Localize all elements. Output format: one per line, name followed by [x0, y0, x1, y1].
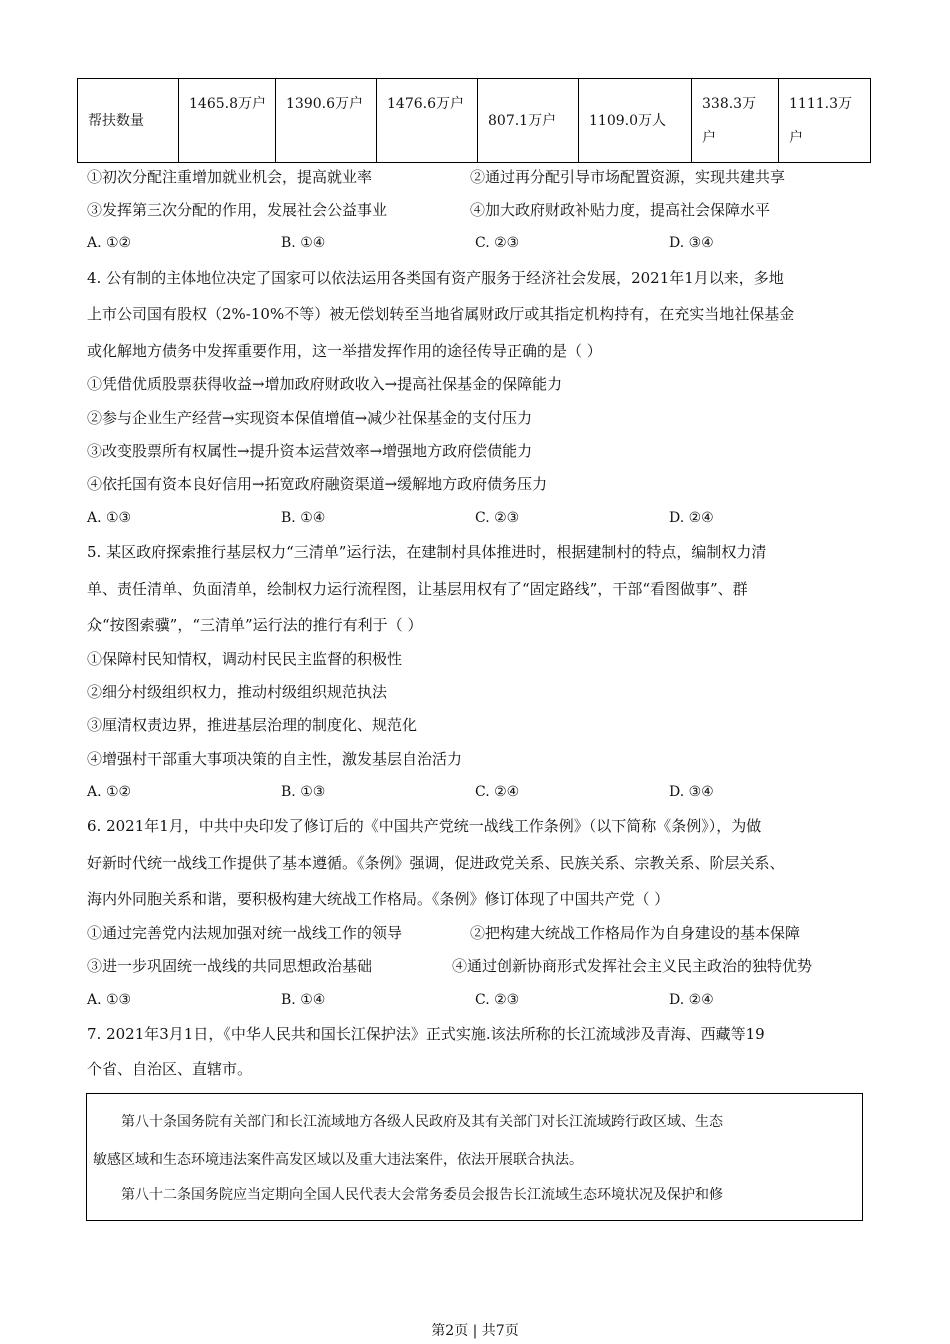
q5-statement-3: ③厘清权责边界，推进基层治理的制度化、规范化 — [87, 716, 418, 734]
q6-stem-line-3: 海内外同胞关系和谐，要积极构建大统战工作格局。《条例》修订体现了中国共产党（ ） — [87, 890, 670, 908]
q6-stem-line-2: 好新时代统一战线工作提供了基本遵循。《条例》强调，促进政党关系、民族关系、宗教关系、阶层关系、 — [87, 854, 785, 872]
law-excerpt-box — [86, 1093, 863, 1221]
q5-stem-line-2: 单、责任清单、负面清单，绘制权力运行流程图，让基层用权有了“固定路线”，干部“看图做事”、群 — [87, 580, 748, 598]
q4-statement-4: ④依托国有资本良好信用→拓宽政府融资渠道→缓解地方政府债务压力 — [87, 475, 548, 493]
q6-option-d[interactable]: D. ②④ — [669, 992, 714, 1008]
q5-option-a[interactable]: A. ①② — [87, 784, 132, 800]
q4-stem-line-2: 上市公司国有股权（2%-10%不等）被无偿划转至当地省属财政厅或其指定机构持有，在充实当地社保基金 — [87, 305, 795, 323]
aid-count-table — [77, 78, 871, 163]
page-footer: 第2页 | 共7页 — [431, 1323, 519, 1339]
q7-stem-line-2: 个省、自治区、直辖市。 — [87, 1060, 253, 1078]
q4-option-a[interactable]: A. ①③ — [87, 510, 132, 526]
q4-statement-3: ③改变股票所有权属性→提升资本运营效率→增强地方政府偿债能力 — [87, 442, 533, 460]
q4-stem-line-1: 4. 公有制的主体地位决定了国家可以依法运用各类国有资产服务于经济社会发展，2021年1月以来，多地 — [87, 269, 784, 287]
table-label-cell: 帮扶数量 — [78, 79, 179, 163]
table-cell: 1390.6万户 — [276, 79, 377, 163]
q3-option-a[interactable]: A. ①② — [87, 235, 132, 251]
q5-statement-4: ④增强村干部重大事项决策的自主性，激发基层自治活力 — [87, 750, 463, 768]
q6-option-b[interactable]: B. ①④ — [281, 992, 326, 1008]
q4-option-b[interactable]: B. ①④ — [281, 510, 326, 526]
q3-statement-1: ①初次分配注重增加就业机会，提高就业率 — [87, 168, 373, 186]
q3-option-b[interactable]: B. ①④ — [281, 235, 326, 251]
q6-statement-2: ②把构建大统战工作格局作为自身建设的基本保障 — [470, 924, 801, 942]
q6-statement-1: ①通过完善党内法规加强对统一战线工作的领导 — [87, 924, 403, 942]
q6-option-c[interactable]: C. ②③ — [475, 992, 520, 1008]
table-cell: 338.3万户 — [692, 79, 779, 163]
q3-option-c[interactable]: C. ②③ — [475, 235, 520, 251]
q5-option-d[interactable]: D. ③④ — [669, 784, 714, 800]
q4-stem-line-3: 或化解地方债务中发挥重要作用，这一举措发挥作用的途径传导正确的是（ ） — [87, 342, 602, 360]
q3-statement-4: ④加大政府财政补贴力度，提高社会保障水平 — [470, 201, 771, 219]
q6-stem-line-1: 6. 2021年1月，中共中央印发了修订后的《中国共产党统一战线工作条例》（以下简称《条例》），为做 — [87, 817, 762, 835]
table-cell: 1476.6万户 — [377, 79, 478, 163]
table-cell: 1109.0万人 — [579, 79, 692, 163]
law-article-82-line-1: 第八十二条国务院应当定期向全国人民代表大会常务委员会报告长江流域生态环境状况及保护和修 — [121, 1187, 723, 1203]
q4-option-c[interactable]: C. ②③ — [475, 510, 520, 526]
q3-statement-3: ③发挥第三次分配的作用，发展社会公益事业 — [87, 201, 388, 219]
q6-statement-3: ③进一步巩固统一战线的共同思想政治基础 — [87, 957, 373, 975]
q6-option-a[interactable]: A. ①③ — [87, 992, 132, 1008]
q5-statement-1: ①保障村民知情权，调动村民民主监督的积极性 — [87, 650, 403, 668]
q6-statement-4: ④通过创新协商形式发挥社会主义民主政治的独特优势 — [452, 957, 813, 975]
q4-statement-2: ②参与企业生产经营→实现资本保值增值→减少社保基金的支付压力 — [87, 409, 533, 427]
q3-statement-2: ②通过再分配引导市场配置资源，实现共建共享 — [470, 168, 786, 186]
q4-statement-1: ①凭借优质股票获得收益→增加政府财政收入→提高社保基金的保障能力 — [87, 375, 563, 393]
q5-stem-line-1: 5. 某区政府探索推行基层权力“三清单”运行法，在建制村具体推进时，根据建制村的特点，编制权力清 — [87, 543, 767, 561]
table-cell: 1111.3万户 — [779, 79, 871, 163]
q5-statement-2: ②细分村级组织权力，推动村级组织规范执法 — [87, 683, 388, 701]
q5-option-c[interactable]: C. ②④ — [475, 784, 520, 800]
law-article-80-line-2: 敏感区域和生态环境违法案件高发区域以及重大违法案件，依法开展联合执法。 — [93, 1152, 583, 1168]
table-cell: 807.1万户 — [478, 79, 579, 163]
q7-stem-line-1: 7. 2021年3月1日，《中华人民共和国长江保护法》正式实施.该法所称的长江流域涉及青海、西藏等19 — [87, 1025, 765, 1043]
q5-option-b[interactable]: B. ①③ — [281, 784, 326, 800]
q4-option-d[interactable]: D. ②④ — [669, 510, 714, 526]
table-row — [78, 79, 871, 163]
q3-option-d[interactable]: D. ③④ — [669, 235, 714, 251]
table-cell: 1465.8万户 — [179, 79, 276, 163]
law-article-80-line-1: 第八十条国务院有关部门和长江流域地方各级人民政府及其有关部门对长江流域跨行政区域、生态 — [121, 1114, 723, 1130]
q5-stem-line-3: 众“按图索骥”，“三清单”运行法的推行有利于（ ） — [87, 616, 423, 634]
